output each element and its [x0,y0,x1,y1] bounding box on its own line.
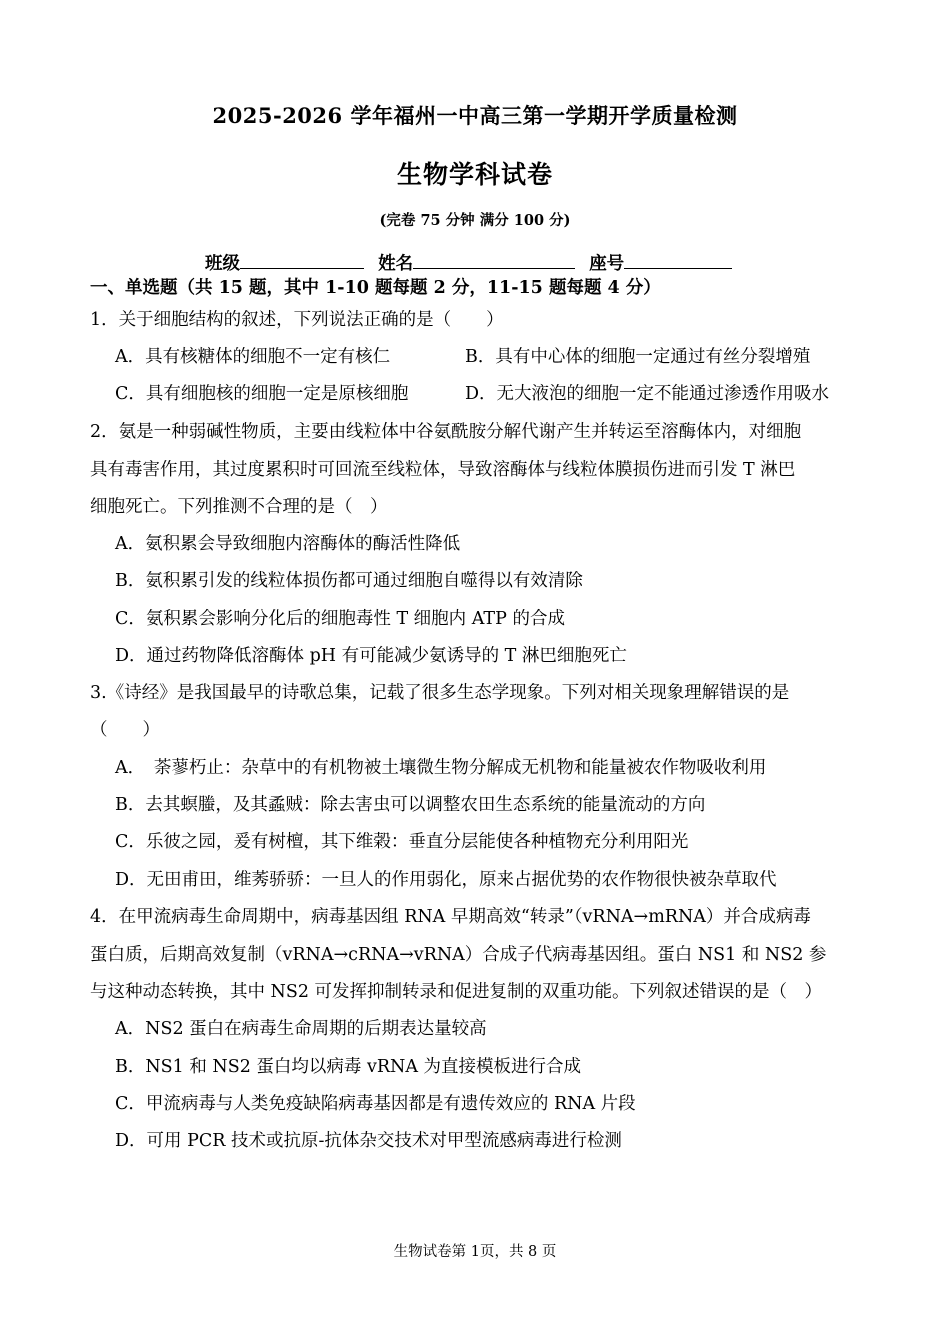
question-2-option-c: C．氨积累会影响分化后的细胞毒性 T 细胞内 ATP 的合成 [115,609,565,629]
name-blank[interactable] [413,246,575,269]
seat-blank[interactable] [624,246,732,269]
question-4-stem-line-1: 4．在甲流病毒生命周期中，病毒基因组 RNA 早期高效“转录”（vRNA→mRNA）并合成病毒 [90,907,811,927]
question-4-option-c: C．甲流病毒与人类免疫缺陷病毒基因都是有遗传效应的 RNA 片段 [115,1094,636,1114]
section-heading: 一、单选题（共 15 题，其中 1-10 题每题 2 分，11-15 题每题 4 分） [90,278,661,298]
question-1-stem: 1．关于细胞结构的叙述，下列说法正确的是（ ） [90,310,504,330]
question-3-option-b: B．去其螟螣，及其蟊贼：除去害虫可以调整农田生态系统的能量流动的方向 [115,795,706,815]
question-1-option-b: B．具有中心体的细胞一定通过有丝分裂增殖 [465,347,811,367]
question-4-stem-line-2: 蛋白质，后期高效复制（vRNA→cRNA→vRNA）合成子代病毒基因组。蛋白 NS1 和 NS2 参 [90,945,827,965]
class-blank[interactable] [240,246,364,269]
question-2-option-d: D．通过药物降低溶酶体 pH 有可能减少氨诱导的 T 淋巴细胞死亡 [115,646,627,666]
question-4-option-a: A．NS2 蛋白在病毒生命周期的后期表达量较高 [115,1019,487,1039]
question-1-option-a: A．具有核糖体的细胞不一定有核仁 [115,347,391,367]
question-2-option-b: B．氨积累引发的线粒体损伤都可通过细胞自噬得以有效清除 [115,571,583,591]
question-3-option-a: A． 荼蓼朽止：杂草中的有机物被土壤微生物分解成无机物和能量被农作物吸收利用 [115,758,767,778]
question-3-stem-line-1: 3.《诗经》是我国最早的诗歌总集，记载了很多生态学现象。下列对相关现象理解错误的是 [90,683,790,703]
question-2-option-a: A．氨积累会导致细胞内溶酶体的酶活性降低 [115,534,461,554]
question-2-stem-line-3: 细胞死亡。下列推测不合理的是（ ） [90,497,388,517]
exam-subject-title: 生物学科试卷 [396,160,553,189]
question-4-option-b: B．NS1 和 NS2 蛋白均以病毒 vRNA 为直接模板进行合成 [115,1057,582,1077]
seat-label: 座号 [589,254,625,274]
class-label: 班级 [205,254,240,274]
name-label: 姓名 [378,254,414,274]
question-3-option-c: C．乐彼之园，爰有树檀，其下维榖：垂直分层能使各种植物充分利用阳光 [115,832,689,852]
question-3-stem-line-2: （ ） [90,720,160,740]
exam-time-info: (完卷 75 分钟 满分 100 分) [379,212,571,229]
question-4-option-d: D．可用 PCR 技术或抗原-抗体杂交技术对甲型流感病毒进行检测 [115,1131,622,1151]
question-4-stem-line-3: 与这种动态转换，其中 NS2 可发挥抑制转录和促进复制的双重功能。下列叙述错误的是（ ） [90,982,823,1002]
question-2-stem-line-2: 具有毒害作用，其过度累积时可回流至线粒体，导致溶酶体与线粒体膜损伤进而引发 T 淋巴 [90,460,796,480]
question-1-option-c: C．具有细胞核的细胞一定是原核细胞 [115,384,409,404]
page-footer: 生物试卷第 1页，共 8 页 [393,1244,557,1260]
exam-main-title: 2025-2026 学年福州一中高三第一学期开学质量检测 [212,103,738,128]
question-3-option-d: D．无田甫田，维莠骄骄：一旦人的作用弱化，原来占据优势的农作物很快被杂草取代 [115,870,777,890]
question-2-stem-line-1: 2．氨是一种弱碱性物质，主要由线粒体中谷氨酰胺分解代谢产生并转运至溶酶体内，对细胞 [90,422,802,442]
question-1-option-d: D．无大液泡的细胞一定不能通过渗透作用吸水 [465,384,830,404]
